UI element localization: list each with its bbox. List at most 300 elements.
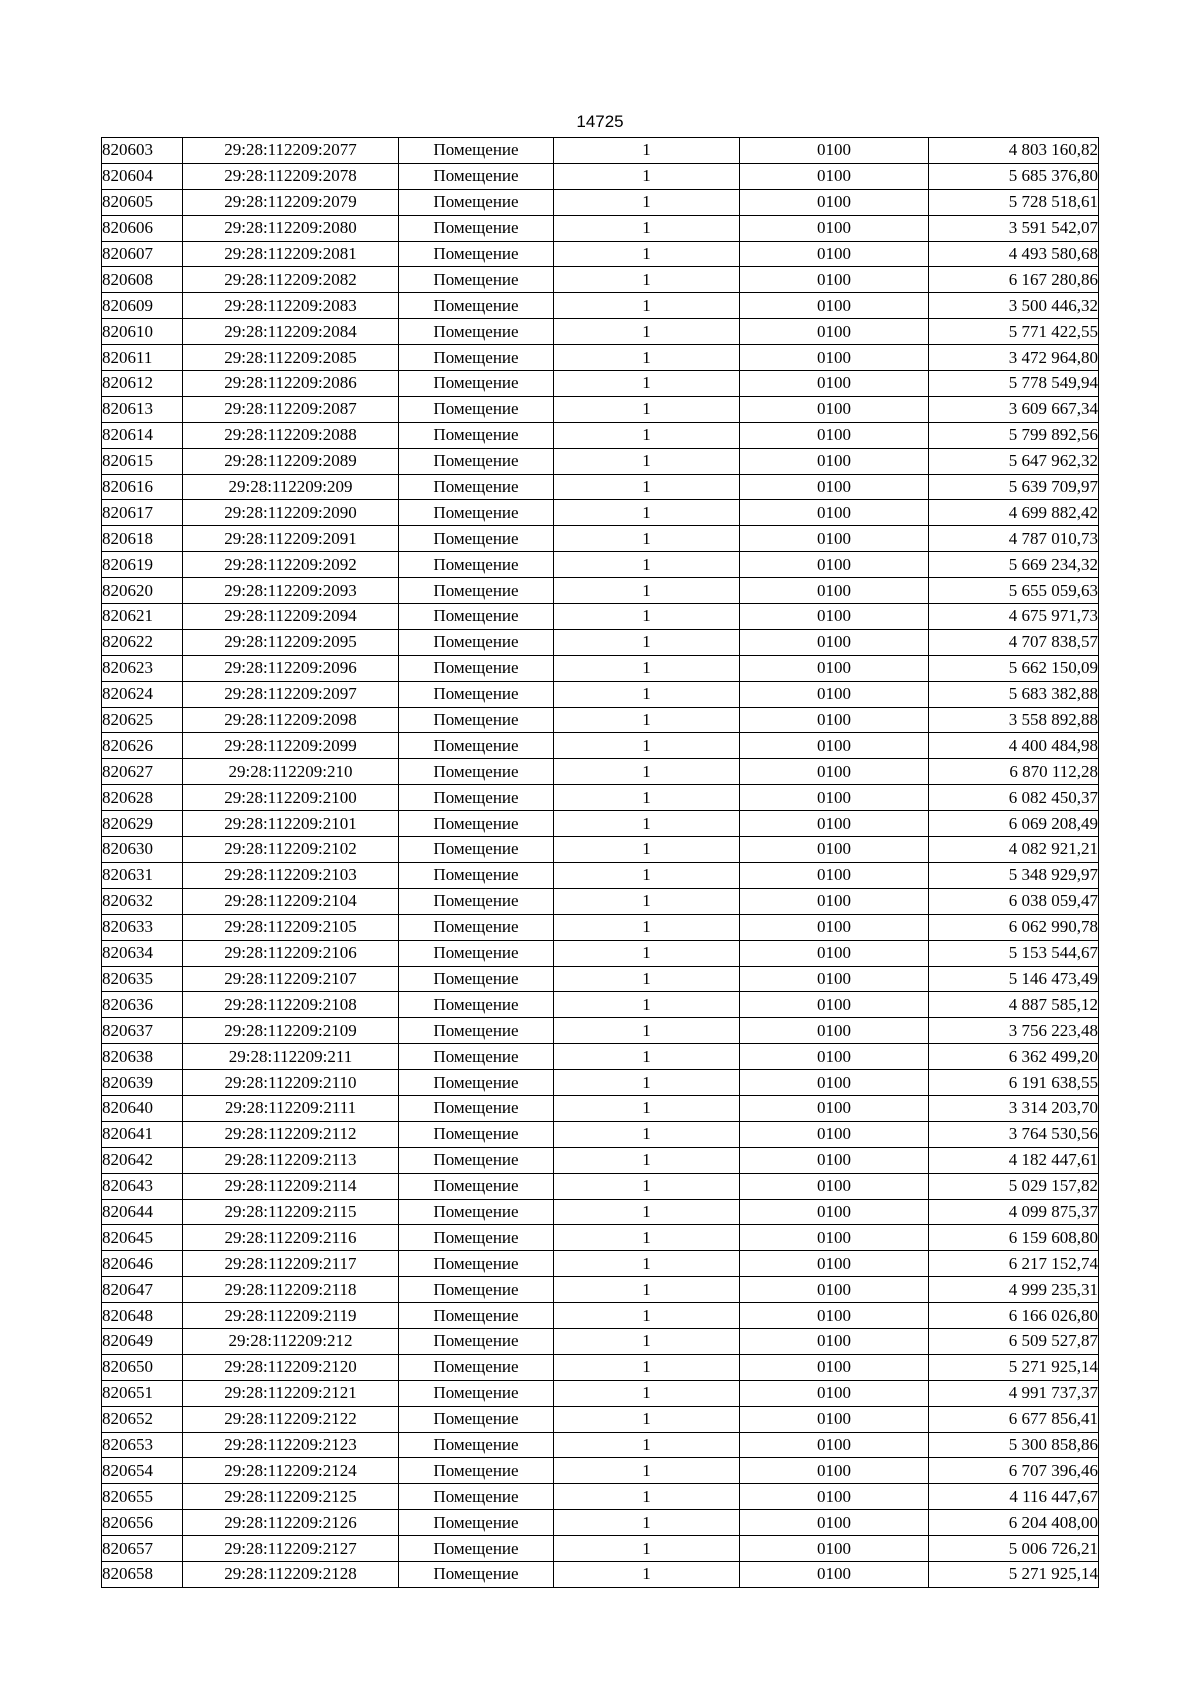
code-cell: 0100	[740, 163, 929, 189]
table-row	[102, 1225, 1099, 1251]
table-row	[102, 914, 1099, 940]
row-number-cell: 820611	[102, 345, 183, 371]
object-type-cell: Помещение	[399, 474, 554, 500]
object-type-cell: Помещение	[399, 293, 554, 319]
row-number-cell: 820615	[102, 448, 183, 474]
cadastral-value-cell: 6 707 396,46	[929, 1458, 1099, 1484]
cadastral-number-cell: 29:28:112209:2099	[183, 733, 399, 759]
cadastral-value-cell: 4 116 447,67	[929, 1484, 1099, 1510]
quantity-cell: 1	[554, 1018, 740, 1044]
cadastral-number-cell: 29:28:112209:2082	[183, 267, 399, 293]
cadastral-number-cell: 29:28:112209:2102	[183, 837, 399, 863]
code-cell: 0100	[740, 1044, 929, 1070]
row-number-cell: 820653	[102, 1432, 183, 1458]
cadastral-number-cell: 29:28:112209:2097	[183, 681, 399, 707]
code-cell: 0100	[740, 1432, 929, 1458]
table-body	[102, 138, 1099, 1588]
cadastral-number-cell: 29:28:112209:2078	[183, 163, 399, 189]
cadastral-number-cell: 29:28:112209:2090	[183, 500, 399, 526]
code-cell: 0100	[740, 1225, 929, 1251]
object-type-cell: Помещение	[399, 552, 554, 578]
code-cell: 0100	[740, 1303, 929, 1329]
row-number-cell: 820619	[102, 552, 183, 578]
object-type-cell: Помещение	[399, 992, 554, 1018]
object-type-cell: Помещение	[399, 1121, 554, 1147]
cadastral-value-cell: 5 271 925,14	[929, 1354, 1099, 1380]
table-row	[102, 759, 1099, 785]
cadastral-number-cell: 29:28:112209:210	[183, 759, 399, 785]
code-cell: 0100	[740, 578, 929, 604]
cadastral-number-cell: 29:28:112209:2125	[183, 1484, 399, 1510]
code-cell: 0100	[740, 888, 929, 914]
table-row	[102, 604, 1099, 630]
quantity-cell: 1	[554, 707, 740, 733]
quantity-cell: 1	[554, 500, 740, 526]
object-type-cell: Помещение	[399, 215, 554, 241]
cadastral-number-cell: 29:28:112209:2083	[183, 293, 399, 319]
row-number-cell: 820613	[102, 396, 183, 422]
row-number-cell: 820650	[102, 1354, 183, 1380]
cadastral-number-cell: 29:28:112209:2123	[183, 1432, 399, 1458]
quantity-cell: 1	[554, 629, 740, 655]
quantity-cell: 1	[554, 215, 740, 241]
table-row	[102, 862, 1099, 888]
object-type-cell: Помещение	[399, 1225, 554, 1251]
cadastral-value-cell: 5 300 858,86	[929, 1432, 1099, 1458]
table-row	[102, 1303, 1099, 1329]
code-cell: 0100	[740, 655, 929, 681]
table-row	[102, 1458, 1099, 1484]
cadastral-number-cell: 29:28:112209:211	[183, 1044, 399, 1070]
cadastral-value-cell: 4 991 737,37	[929, 1380, 1099, 1406]
cadastral-value-cell: 4 803 160,82	[929, 138, 1099, 164]
code-cell: 0100	[740, 1251, 929, 1277]
table-row	[102, 163, 1099, 189]
quantity-cell: 1	[554, 837, 740, 863]
cadastral-value-cell: 5 146 473,49	[929, 966, 1099, 992]
cadastral-value-cell: 5 348 929,97	[929, 862, 1099, 888]
table-row	[102, 396, 1099, 422]
cadastral-value-cell: 6 069 208,49	[929, 811, 1099, 837]
cadastral-value-cell: 4 707 838,57	[929, 629, 1099, 655]
table-row	[102, 1018, 1099, 1044]
quantity-cell: 1	[554, 1303, 740, 1329]
cadastral-value-cell: 3 472 964,80	[929, 345, 1099, 371]
object-type-cell: Помещение	[399, 759, 554, 785]
table-row	[102, 578, 1099, 604]
object-type-cell: Помещение	[399, 422, 554, 448]
quantity-cell: 1	[554, 1484, 740, 1510]
quantity-cell: 1	[554, 811, 740, 837]
table-row	[102, 1380, 1099, 1406]
row-number-cell: 820642	[102, 1147, 183, 1173]
table-row	[102, 526, 1099, 552]
row-number-cell: 820604	[102, 163, 183, 189]
cadastral-value-cell: 5 662 150,09	[929, 655, 1099, 681]
quantity-cell: 1	[554, 371, 740, 397]
cadastral-value-cell: 5 778 549,94	[929, 371, 1099, 397]
row-number-cell: 820636	[102, 992, 183, 1018]
object-type-cell: Помещение	[399, 681, 554, 707]
code-cell: 0100	[740, 604, 929, 630]
code-cell: 0100	[740, 914, 929, 940]
object-type-cell: Помещение	[399, 1406, 554, 1432]
object-type-cell: Помещение	[399, 1277, 554, 1303]
cadastral-value-cell: 6 038 059,47	[929, 888, 1099, 914]
quantity-cell: 1	[554, 681, 740, 707]
cadastral-number-cell: 29:28:112209:2088	[183, 422, 399, 448]
row-number-cell: 820643	[102, 1173, 183, 1199]
object-type-cell: Помещение	[399, 1510, 554, 1536]
quantity-cell: 1	[554, 1354, 740, 1380]
table-row	[102, 1328, 1099, 1354]
table-row	[102, 655, 1099, 681]
object-type-cell: Помещение	[399, 1044, 554, 1070]
cadastral-value-cell: 4 999 235,31	[929, 1277, 1099, 1303]
code-cell: 0100	[740, 215, 929, 241]
table-row	[102, 1147, 1099, 1173]
row-number-cell: 820624	[102, 681, 183, 707]
table-row	[102, 629, 1099, 655]
row-number-cell: 820634	[102, 940, 183, 966]
object-type-cell: Помещение	[399, 862, 554, 888]
row-number-cell: 820645	[102, 1225, 183, 1251]
quantity-cell: 1	[554, 1044, 740, 1070]
object-type-cell: Помещение	[399, 1561, 554, 1587]
cadastral-number-cell: 29:28:112209:2112	[183, 1121, 399, 1147]
cadastral-value-cell: 5 006 726,21	[929, 1536, 1099, 1562]
quantity-cell: 1	[554, 448, 740, 474]
cadastral-number-cell: 29:28:112209:209	[183, 474, 399, 500]
quantity-cell: 1	[554, 267, 740, 293]
row-number-cell: 820610	[102, 319, 183, 345]
row-number-cell: 820656	[102, 1510, 183, 1536]
code-cell: 0100	[740, 293, 929, 319]
quantity-cell: 1	[554, 655, 740, 681]
object-type-cell: Помещение	[399, 1458, 554, 1484]
table-row	[102, 552, 1099, 578]
code-cell: 0100	[740, 396, 929, 422]
cadastral-value-cell: 6 362 499,20	[929, 1044, 1099, 1070]
cadastral-number-cell: 29:28:112209:2118	[183, 1277, 399, 1303]
row-number-cell: 820654	[102, 1458, 183, 1484]
object-type-cell: Помещение	[399, 1328, 554, 1354]
code-cell: 0100	[740, 448, 929, 474]
cadastral-value-cell: 3 314 203,70	[929, 1095, 1099, 1121]
quantity-cell: 1	[554, 733, 740, 759]
cadastral-number-cell: 29:28:112209:2094	[183, 604, 399, 630]
object-type-cell: Помещение	[399, 1432, 554, 1458]
row-number-cell: 820647	[102, 1277, 183, 1303]
cadastral-number-cell: 29:28:112209:2111	[183, 1095, 399, 1121]
cadastral-number-cell: 29:28:112209:2086	[183, 371, 399, 397]
cadastral-number-cell: 29:28:112209:2085	[183, 345, 399, 371]
code-cell: 0100	[740, 1380, 929, 1406]
cadastral-value-cell: 4 493 580,68	[929, 241, 1099, 267]
cadastral-value-cell: 5 669 234,32	[929, 552, 1099, 578]
quantity-cell: 1	[554, 319, 740, 345]
code-cell: 0100	[740, 966, 929, 992]
table-row	[102, 966, 1099, 992]
quantity-cell: 1	[554, 1510, 740, 1536]
row-number-cell: 820646	[102, 1251, 183, 1277]
row-number-cell: 820631	[102, 862, 183, 888]
code-cell: 0100	[740, 371, 929, 397]
cadastral-number-cell: 29:28:112209:2103	[183, 862, 399, 888]
code-cell: 0100	[740, 319, 929, 345]
object-type-cell: Помещение	[399, 267, 554, 293]
quantity-cell: 1	[554, 1173, 740, 1199]
table-row	[102, 138, 1099, 164]
quantity-cell: 1	[554, 604, 740, 630]
row-number-cell: 820605	[102, 189, 183, 215]
cadastral-number-cell: 29:28:112209:2079	[183, 189, 399, 215]
quantity-cell: 1	[554, 396, 740, 422]
table-row	[102, 1484, 1099, 1510]
quantity-cell: 1	[554, 1458, 740, 1484]
quantity-cell: 1	[554, 474, 740, 500]
object-type-cell: Помещение	[399, 396, 554, 422]
code-cell: 0100	[740, 500, 929, 526]
object-type-cell: Помещение	[399, 1484, 554, 1510]
cadastral-number-cell: 29:28:112209:2110	[183, 1070, 399, 1096]
table-row	[102, 940, 1099, 966]
cadastral-value-cell: 3 756 223,48	[929, 1018, 1099, 1044]
cadastral-value-cell: 5 685 376,80	[929, 163, 1099, 189]
quantity-cell: 1	[554, 1199, 740, 1225]
quantity-cell: 1	[554, 578, 740, 604]
cadastral-value-cell: 6 509 527,87	[929, 1328, 1099, 1354]
object-type-cell: Помещение	[399, 966, 554, 992]
object-type-cell: Помещение	[399, 707, 554, 733]
cadastral-number-cell: 29:28:112209:2116	[183, 1225, 399, 1251]
table-row	[102, 241, 1099, 267]
cadastral-number-cell: 29:28:112209:2128	[183, 1561, 399, 1587]
cadastral-value-cell: 3 764 530,56	[929, 1121, 1099, 1147]
quantity-cell: 1	[554, 163, 740, 189]
cadastral-value-cell: 5 799 892,56	[929, 422, 1099, 448]
table-row	[102, 811, 1099, 837]
row-number-cell: 820606	[102, 215, 183, 241]
code-cell: 0100	[740, 1199, 929, 1225]
table-row	[102, 319, 1099, 345]
cadastral-number-cell: 29:28:112209:2093	[183, 578, 399, 604]
cadastral-number-cell: 29:28:112209:2106	[183, 940, 399, 966]
object-type-cell: Помещение	[399, 1303, 554, 1329]
table-row	[102, 474, 1099, 500]
cadastral-value-cell: 6 062 990,78	[929, 914, 1099, 940]
cadastral-value-cell: 6 159 608,80	[929, 1225, 1099, 1251]
table-row	[102, 267, 1099, 293]
cadastral-value-cell: 5 647 962,32	[929, 448, 1099, 474]
table-row	[102, 293, 1099, 319]
cadastral-value-cell: 5 153 544,67	[929, 940, 1099, 966]
row-number-cell: 820657	[102, 1536, 183, 1562]
page-number: 14725	[576, 112, 624, 131]
code-cell: 0100	[740, 1458, 929, 1484]
code-cell: 0100	[740, 1328, 929, 1354]
quantity-cell: 1	[554, 1095, 740, 1121]
cadastral-value-cell: 3 500 446,32	[929, 293, 1099, 319]
quantity-cell: 1	[554, 1561, 740, 1587]
row-number-cell: 820618	[102, 526, 183, 552]
quantity-cell: 1	[554, 759, 740, 785]
table-row	[102, 1406, 1099, 1432]
cadastral-number-cell: 29:28:112209:2107	[183, 966, 399, 992]
cadastral-number-cell: 29:28:112209:2104	[183, 888, 399, 914]
quantity-cell: 1	[554, 1121, 740, 1147]
object-type-cell: Помещение	[399, 785, 554, 811]
row-number-cell: 820648	[102, 1303, 183, 1329]
table-row	[102, 681, 1099, 707]
quantity-cell: 1	[554, 992, 740, 1018]
quantity-cell: 1	[554, 1380, 740, 1406]
object-type-cell: Помещение	[399, 189, 554, 215]
code-cell: 0100	[740, 241, 929, 267]
cadastral-number-cell: 29:28:112209:2109	[183, 1018, 399, 1044]
table-row	[102, 1510, 1099, 1536]
row-number-cell: 820626	[102, 733, 183, 759]
code-cell: 0100	[740, 267, 929, 293]
cadastral-value-cell: 3 558 892,88	[929, 707, 1099, 733]
cadastral-value-cell: 6 217 152,74	[929, 1251, 1099, 1277]
cadastral-number-cell: 29:28:112209:2127	[183, 1536, 399, 1562]
table-row	[102, 1044, 1099, 1070]
table-row	[102, 1251, 1099, 1277]
row-number-cell: 820629	[102, 811, 183, 837]
table-row	[102, 1199, 1099, 1225]
cadastral-number-cell: 29:28:112209:2119	[183, 1303, 399, 1329]
code-cell: 0100	[740, 733, 929, 759]
object-type-cell: Помещение	[399, 1095, 554, 1121]
row-number-cell: 820637	[102, 1018, 183, 1044]
object-type-cell: Помещение	[399, 837, 554, 863]
cadastral-number-cell: 29:28:112209:2080	[183, 215, 399, 241]
row-number-cell: 820609	[102, 293, 183, 319]
object-type-cell: Помещение	[399, 371, 554, 397]
object-type-cell: Помещение	[399, 1147, 554, 1173]
object-type-cell: Помещение	[399, 733, 554, 759]
object-type-cell: Помещение	[399, 1380, 554, 1406]
object-type-cell: Помещение	[399, 345, 554, 371]
cadastral-value-cell: 6 191 638,55	[929, 1070, 1099, 1096]
row-number-cell: 820639	[102, 1070, 183, 1096]
row-number-cell: 820603	[102, 138, 183, 164]
row-number-cell: 820633	[102, 914, 183, 940]
cadastral-number-cell: 29:28:112209:2077	[183, 138, 399, 164]
code-cell: 0100	[740, 785, 929, 811]
cadastral-number-cell: 29:28:112209:2089	[183, 448, 399, 474]
code-cell: 0100	[740, 707, 929, 733]
code-cell: 0100	[740, 1561, 929, 1587]
code-cell: 0100	[740, 345, 929, 371]
object-type-cell: Помещение	[399, 1251, 554, 1277]
cadastral-number-cell: 29:28:112209:2108	[183, 992, 399, 1018]
cadastral-number-cell: 29:28:112209:2120	[183, 1354, 399, 1380]
quantity-cell: 1	[554, 862, 740, 888]
code-cell: 0100	[740, 1018, 929, 1044]
row-number-cell: 820641	[102, 1121, 183, 1147]
object-type-cell: Помещение	[399, 163, 554, 189]
object-type-cell: Помещение	[399, 914, 554, 940]
quantity-cell: 1	[554, 1225, 740, 1251]
quantity-cell: 1	[554, 138, 740, 164]
row-number-cell: 820625	[102, 707, 183, 733]
cadastral-value-cell: 4 887 585,12	[929, 992, 1099, 1018]
code-cell: 0100	[740, 837, 929, 863]
quantity-cell: 1	[554, 552, 740, 578]
table-row	[102, 1536, 1099, 1562]
table-row	[102, 1561, 1099, 1587]
cadastral-value-cell: 6 204 408,00	[929, 1510, 1099, 1536]
cadastral-value-cell: 4 082 921,21	[929, 837, 1099, 863]
quantity-cell: 1	[554, 345, 740, 371]
quantity-cell: 1	[554, 1277, 740, 1303]
quantity-cell: 1	[554, 1432, 740, 1458]
row-number-cell: 820652	[102, 1406, 183, 1432]
quantity-cell: 1	[554, 940, 740, 966]
code-cell: 0100	[740, 1484, 929, 1510]
object-type-cell: Помещение	[399, 811, 554, 837]
cadastral-number-cell: 29:28:112209:2117	[183, 1251, 399, 1277]
row-number-cell: 820635	[102, 966, 183, 992]
table-row	[102, 500, 1099, 526]
object-type-cell: Помещение	[399, 940, 554, 966]
row-number-cell: 820623	[102, 655, 183, 681]
code-cell: 0100	[740, 1354, 929, 1380]
table-row	[102, 422, 1099, 448]
object-type-cell: Помещение	[399, 1199, 554, 1225]
table-row	[102, 189, 1099, 215]
object-type-cell: Помещение	[399, 629, 554, 655]
object-type-cell: Помещение	[399, 1070, 554, 1096]
object-type-cell: Помещение	[399, 888, 554, 914]
code-cell: 0100	[740, 138, 929, 164]
quantity-cell: 1	[554, 241, 740, 267]
table-row	[102, 1432, 1099, 1458]
cadastral-value-cell: 5 271 925,14	[929, 1561, 1099, 1587]
cadastral-number-cell: 29:28:112209:2105	[183, 914, 399, 940]
cadastral-value-cell: 6 166 026,80	[929, 1303, 1099, 1329]
row-number-cell: 820655	[102, 1484, 183, 1510]
code-cell: 0100	[740, 1121, 929, 1147]
code-cell: 0100	[740, 474, 929, 500]
code-cell: 0100	[740, 681, 929, 707]
table-row	[102, 1070, 1099, 1096]
table-row	[102, 345, 1099, 371]
code-cell: 0100	[740, 1095, 929, 1121]
cadastral-number-cell: 29:28:112209:2100	[183, 785, 399, 811]
code-cell: 0100	[740, 1510, 929, 1536]
row-number-cell: 820649	[102, 1328, 183, 1354]
cadastral-value-table	[101, 137, 1099, 1588]
cadastral-value-cell: 4 787 010,73	[929, 526, 1099, 552]
cadastral-number-cell: 29:28:112209:2126	[183, 1510, 399, 1536]
row-number-cell: 820627	[102, 759, 183, 785]
object-type-cell: Помещение	[399, 1536, 554, 1562]
table-row	[102, 1095, 1099, 1121]
table-row	[102, 1121, 1099, 1147]
cadastral-number-cell: 29:28:112209:2092	[183, 552, 399, 578]
quantity-cell: 1	[554, 293, 740, 319]
object-type-cell: Помещение	[399, 138, 554, 164]
object-type-cell: Помещение	[399, 241, 554, 267]
cadastral-value-cell: 3 609 667,34	[929, 396, 1099, 422]
cadastral-number-cell: 29:28:112209:2122	[183, 1406, 399, 1432]
cadastral-value-cell: 5 029 157,82	[929, 1173, 1099, 1199]
table-row	[102, 707, 1099, 733]
table-row	[102, 785, 1099, 811]
